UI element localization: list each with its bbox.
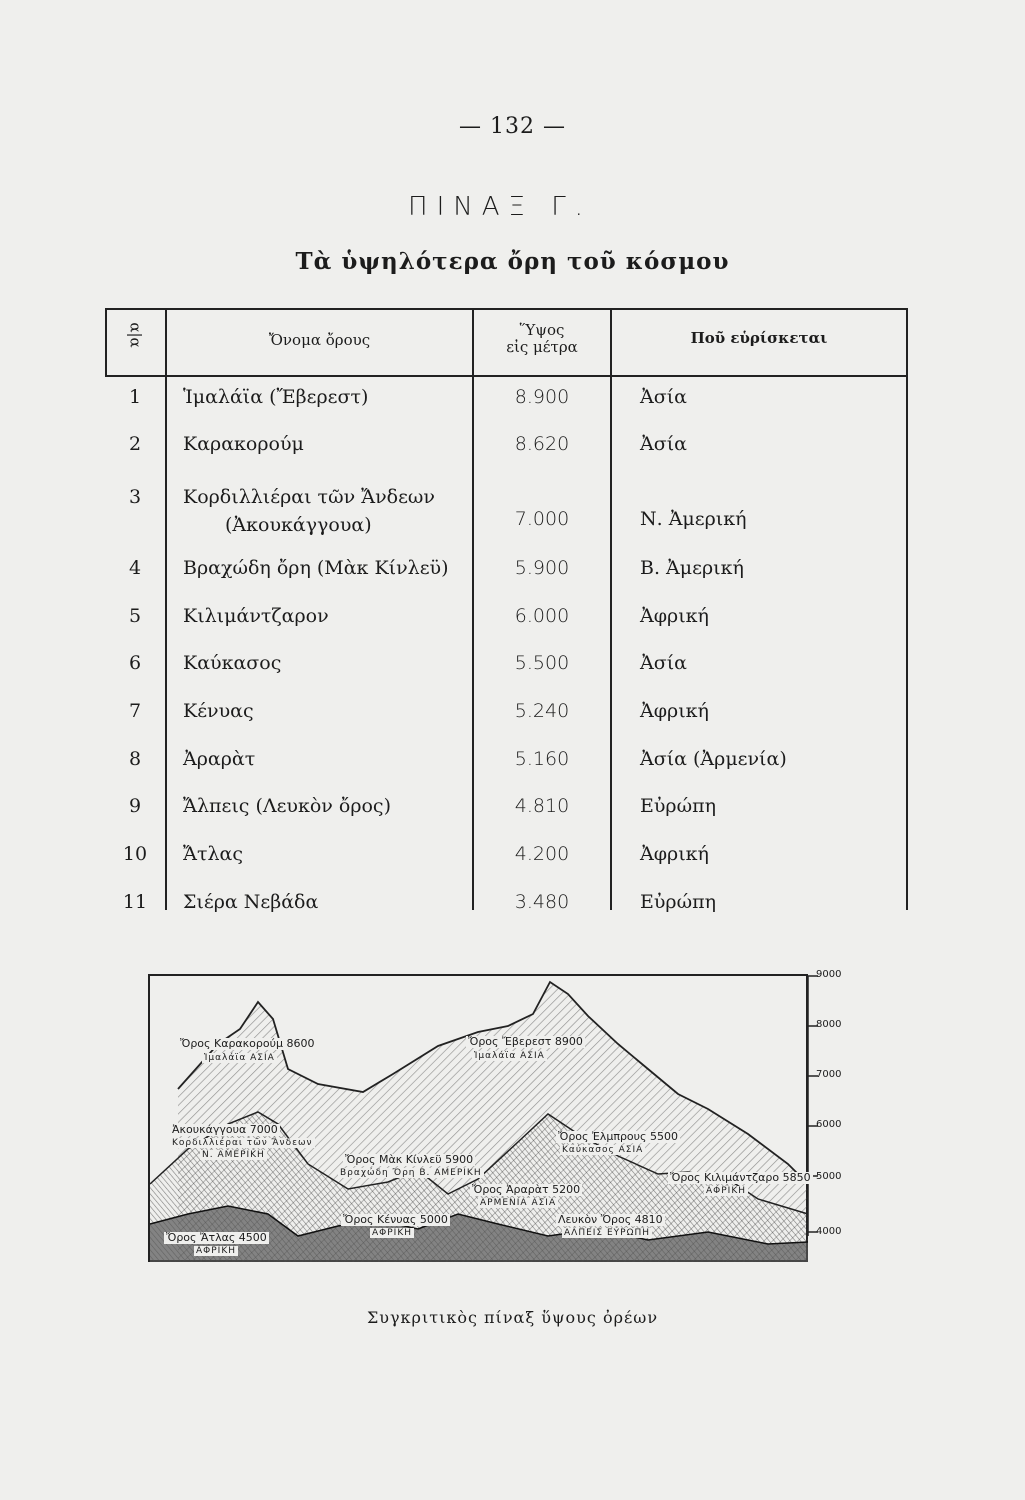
mountain-heights-figure [148,969,842,1264]
row-number: 7 [128,700,142,722]
row-number: 11 [122,891,148,913]
label-mont-blanc: Λευκὸν Ὄρος 4810 [558,1213,663,1226]
label-karakorum: Ὄρος Καρακορούμ 8600 [180,1037,315,1050]
mountain-name: Ἄλπεις (Λευκὸν ὄρος) [183,795,391,817]
mountain-height: 3.480 [514,891,570,913]
header-where: Ποῦ εὑρίσκεται [690,329,828,347]
mountain-height: 5.240 [514,700,570,722]
mountain-location: Ἀσία [640,652,687,674]
mountain-name: Σιέρα Νεβάδα [183,891,319,913]
mountain-name: Κένυας [183,700,254,722]
header-height-1: Ὕψος [519,321,565,339]
header-name: Ὄνομα ὄρους [268,331,371,349]
mountain-illustration [148,974,818,1264]
label-ararat-region: ΑΡΜΕΝΙΑ ΑΣΙΑ [480,1198,557,1208]
mountain-height: 5.500 [514,652,570,674]
label-aconcagua-region: Ν. ΑΜΕΡΙΚΗ [202,1150,265,1160]
mountains-table [105,308,908,913]
label-kenya-region: ΑΦΡΙΚΗ [372,1228,412,1238]
scale-tick-label: 9000 [816,969,842,980]
label-mont-blanc-region: ΑΛΠΕΙΣ ΕΥΡΩΠΗ [564,1228,650,1238]
scale-tick-label: 7000 [816,1069,842,1080]
mountain-location: Ἀφρική [640,843,709,865]
label-atlas: Ὄρος Ἄτλας 4500 [166,1231,267,1244]
mountain-location: Β. Ἀμερική [640,557,744,579]
mountain-height: 4.200 [514,843,570,865]
scale-tick-label: 5000 [816,1171,842,1182]
label-kilimanjaro-region: ΑΦΡΙΚΗ [706,1186,746,1196]
table-header-rule [105,375,908,377]
label-mckinley-region: Βραχώδη Ὄρη Β. ΑΜΕΡΙΚΗ [340,1168,482,1178]
scale-tick-label: 4000 [816,1226,842,1237]
mountain-height: 5.900 [514,557,570,579]
row-number: 4 [128,557,142,579]
table-title: ΠΙΝΑΞ Γ. [408,192,592,222]
mountain-name: Κορδιλλιέραι τῶν Ἄνδεων [183,486,435,508]
label-karakorum-region: Ἱμαλάϊα ΑΣΙΑ [204,1053,275,1063]
label-elbrus: Ὄρος Ἐλμπρους 5500 [558,1130,678,1143]
table-row [105,486,908,546]
mountain-name: Καρακορούμ [183,433,304,455]
mountain-location: Εὐρώπη [640,795,716,817]
label-everest: Ὄρος Ἔβερεστ 8900 [468,1035,583,1048]
table-left-border [105,308,107,376]
label-kenya: Ὄρος Κένυας 5000 [343,1213,448,1226]
row-number: 2 [128,433,142,455]
label-atlas-region: ΑΦΡΙΚΗ [196,1246,236,1256]
col-divider-3 [610,308,612,910]
label-kilimanjaro: Ὄρος Κιλιμάντζαρο 5850 [670,1171,811,1184]
label-aconcagua: Ἀκουκάγγουα 7000 [172,1123,278,1136]
row-number: 5 [128,605,142,627]
table-right-border [906,308,908,910]
row-number: 9 [128,795,142,817]
scale-tick-label: 8000 [816,1019,842,1030]
col-divider-1 [165,308,167,910]
mountain-location: Ν. Ἀμερική [640,508,747,530]
mountain-location: Ἀφρική [640,700,709,722]
figure-caption: Συγκριτικὸς πίναξ ὕψους ὀρέων [366,1308,659,1327]
mountain-name: Κιλιμάντζαρον [183,605,329,627]
scale-tick-label: 6000 [816,1119,842,1130]
row-number: 3 [128,486,142,508]
mountain-height: 8.900 [514,386,570,408]
mountain-location: Ἀσία [640,386,687,408]
table-subtitle: Τὰ ὑψηλότερα ὄρη τοῦ κόσμου [295,248,730,275]
mountain-height: 5.160 [514,748,570,770]
row-number: 8 [128,748,142,770]
mountain-name: Καύκασος [183,652,282,674]
table-top-rule [105,308,908,310]
page-number: — 132 — [459,114,566,139]
mountain-name: Ἀραρὰτ [183,748,256,770]
row-number: 6 [128,652,142,674]
mountain-height: 4.810 [514,795,570,817]
mountain-name-line-2: (Ἀκουκάγγουα) [225,514,372,536]
mountain-height: 8.620 [514,433,570,455]
mountain-name: Ἄτλας [183,843,243,865]
label-aconcagua-range: Κορδιλλιέραι τῶν Ἄνδεων [172,1138,313,1148]
label-everest-region: Ἱμαλάϊα ΑΣΙΑ [474,1051,545,1061]
col-divider-2 [472,308,474,910]
mountain-name: Ἱμαλάϊα (Ἔβερεστ) [183,386,369,408]
mountain-location: Εὐρώπη [640,891,716,913]
mountain-location: Ἀφρική [640,605,709,627]
mountain-height: 6.000 [514,605,570,627]
header-height-2: εἰς μέτρα [506,338,578,356]
row-number: 1 [128,386,142,408]
label-elbrus-region: Καύκασος ΑΣΙΑ [562,1145,644,1155]
mountain-name: Βραχώδη ὄρη (Μὰκ Κίνλεϋ) [183,557,449,579]
label-ararat: Ὄρος Ἀραρὰτ 5200 [472,1183,581,1196]
mountain-location: Ἀσία (Ἀρμενία) [640,748,787,770]
row-number: 10 [122,843,148,865]
header-aa: α|α [126,322,145,348]
mountain-location: Ἀσία [640,433,687,455]
mountain-height: 7.000 [514,508,570,530]
label-mckinley: Ὄρος Μὰκ Κίνλεϋ 5900 [345,1153,474,1166]
